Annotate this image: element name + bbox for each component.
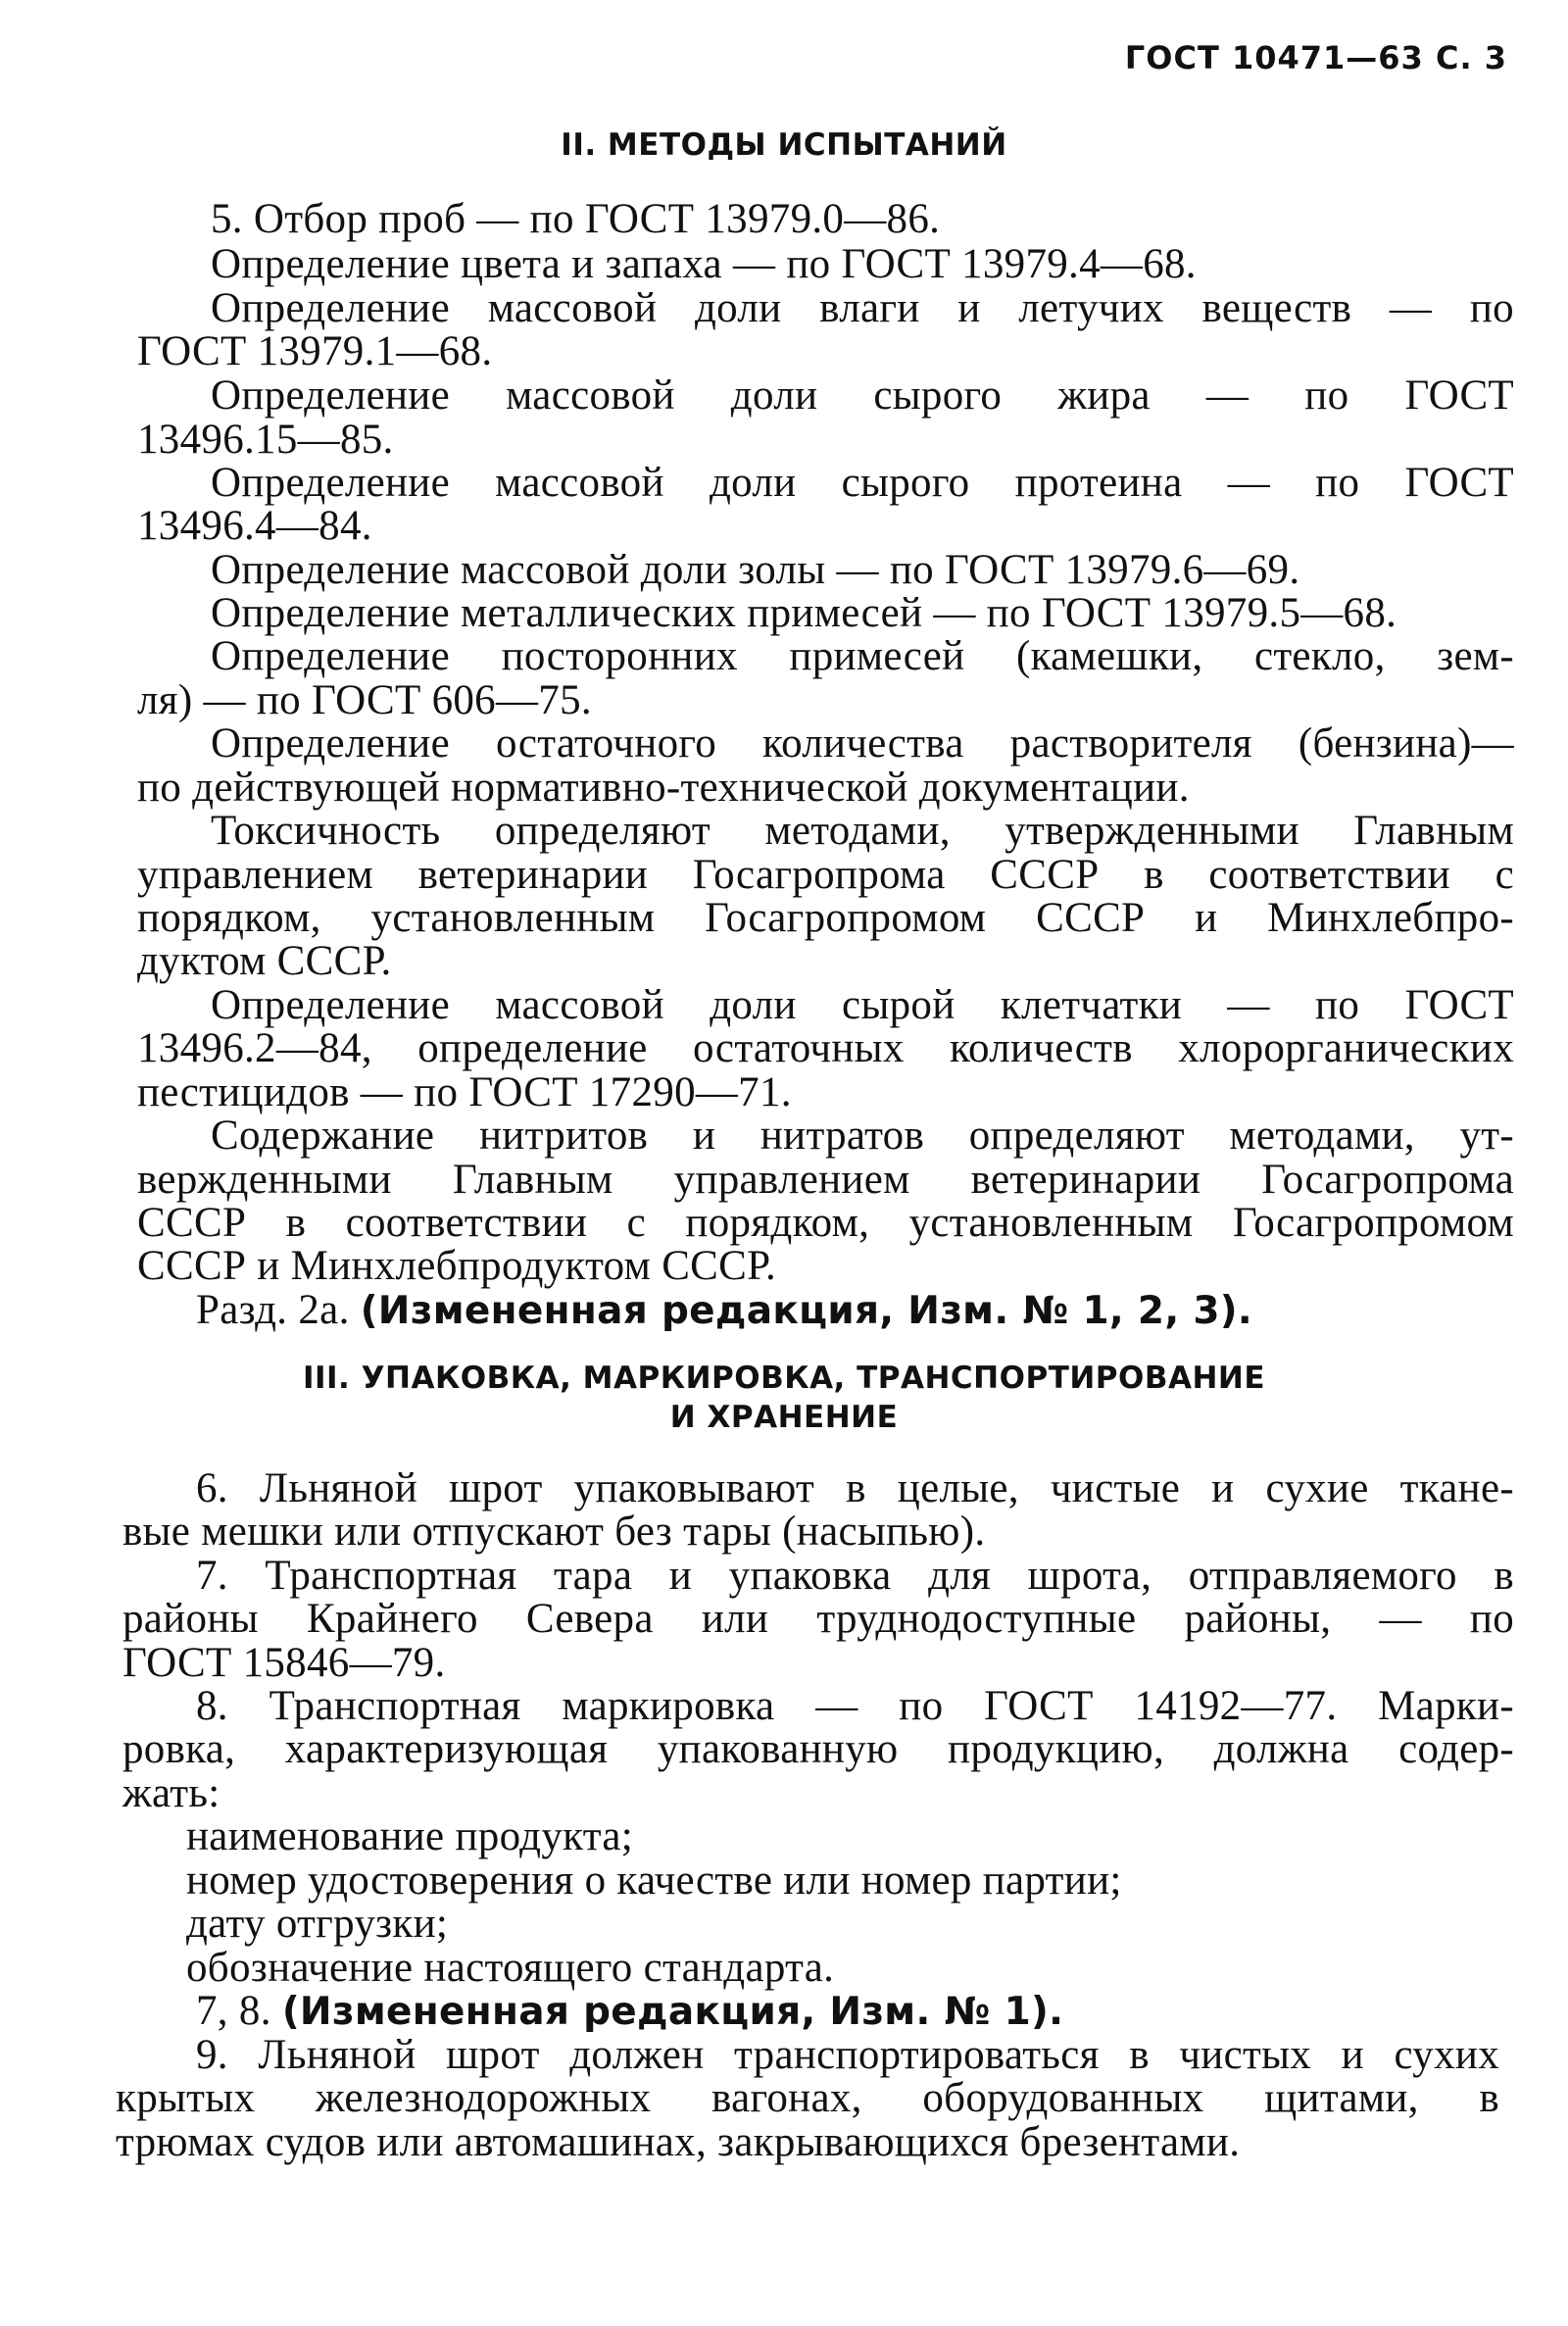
text-line: 13496.4—84. [137, 503, 372, 549]
section-heading-packaging: III. УПАКОВКА, МАРКИРОВКА, ТРАНСПОРТИРОВАНИЕ [302, 1361, 1266, 1396]
text-line: вые мешки или отпускают без тары (насыпью). [122, 1509, 986, 1555]
text-line: Определение посторонних примесей (камешки, стекло, зем- [211, 633, 1514, 679]
text-line: Определение металлических примесей — по ГОСТ 13979.5—68. [211, 590, 1397, 636]
list-item: обозначение настоящего стандарта. [186, 1945, 835, 1991]
text-line: ГОСТ 15846—79. [122, 1640, 446, 1686]
text-line: Определение массовой доли сырого жира — по ГОСТ [211, 372, 1514, 419]
text-line: трюмах судов или автомашинах, закрывающихся брезентами. [116, 2119, 1241, 2165]
amendment-bold: (Измененная редакция, Изм. № 1, 2, 3). [360, 1289, 1252, 1333]
text-line: ГОСТ 13979.1—68. [137, 328, 493, 374]
amendment-prefix: Разд. 2а. [196, 1287, 361, 1333]
text-line: крытых железнодорожных вагонах, оборудованных щитами, в [116, 2075, 1499, 2121]
text-line: ровка, характеризующая упакованную продукцию, должна содер- [122, 1726, 1514, 1772]
amendment-prefix: 7, 8. [196, 1988, 282, 2034]
text-line: управлением ветеринарии Госагропрома СССР в соответствии с [137, 852, 1514, 898]
text-line: 5. Отбор проб — по ГОСТ 13979.0—86. [211, 196, 941, 242]
text-line: 6. Льняной шрот упаковывают в целые, чистые и сухие ткане- [196, 1465, 1514, 1511]
text-line: порядком, установленным Госагропромом СССР и Минхлебпро- [137, 895, 1514, 941]
text-line: районы Крайнего Севера или труднодоступные районы, — по [122, 1596, 1514, 1642]
section-heading-methods: II. МЕТОДЫ ИСПЫТАНИЙ [561, 127, 1007, 163]
text-line: Определение цвета и запаха — по ГОСТ 13979.4—68. [211, 241, 1197, 287]
text-line: 13496.15—85. [137, 417, 394, 463]
amendment-note [196, 1289, 1252, 1331]
text-line: пестицидов — по ГОСТ 17290—71. [137, 1069, 792, 1115]
text-line: Определение массовой доли влаги и летучих веществ — по [211, 285, 1514, 331]
amendment-bold: (Измененная редакция, Изм. № 1). [281, 1990, 1064, 2034]
text-line: Содержание нитритов и нитратов определяют методами, ут- [211, 1113, 1514, 1159]
text-line: Определение остаточного количества растворителя (бензина)— [211, 720, 1514, 767]
text-line: вержденными Главным управлением ветеринарии Госагропрома [137, 1157, 1514, 1203]
text-line: ля) — по ГОСТ 606—75. [137, 677, 592, 723]
text-line: Определение массовой доли сырой клетчатки — по ГОСТ [211, 982, 1514, 1028]
text-line: СССР в соответствии с порядком, установленным Госагропромом [137, 1200, 1514, 1246]
text-line: 8. Транспортная маркировка — по ГОСТ 14192—77. Марки- [196, 1683, 1514, 1729]
text-line: 7. Транспортная тара и упаковка для шрота, отправляемого в [196, 1553, 1514, 1599]
text-line: 13496.2—84, определение остаточных количеств хлорорганических [137, 1025, 1514, 1071]
text-line: дуктом СССР. [137, 938, 392, 984]
text-line: по действующей нормативно-технической документации. [137, 765, 1190, 811]
list-item: номер удостоверения о качестве или номер партии; [186, 1857, 1122, 1904]
list-item: наименование продукта; [186, 1813, 634, 1859]
list-item: дату отгрузки; [186, 1901, 449, 1947]
text-line: 9. Льняной шрот должен транспортироваться в чистых и сухих [196, 2032, 1499, 2078]
page-header: ГОСТ 10471—63 С. 3 [1124, 39, 1507, 76]
text-line: Определение массовой доли золы — по ГОСТ 13979.6—69. [211, 547, 1300, 593]
text-line: СССР и Минхлебпродуктом СССР. [137, 1243, 777, 1289]
text-line: Токсичность определяют методами, утвержденными Главным [211, 808, 1514, 854]
section-heading-packaging-cont: И ХРАНЕНИЕ [669, 1400, 899, 1435]
text-line: жать: [122, 1770, 220, 1816]
amendment-note [196, 1990, 1063, 2032]
text-line: Определение массовой доли сырого протеина — по ГОСТ [211, 460, 1514, 506]
